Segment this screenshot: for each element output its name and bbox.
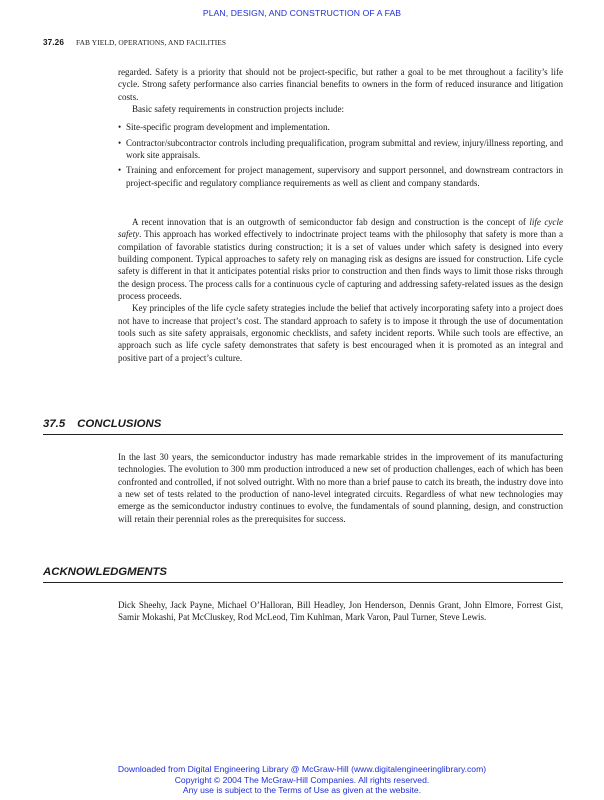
footer-download-link[interactable]: Downloaded from Digital Engineering Library @ McGraw-Hill (www.digitalengineeringlibrary.com) [117,764,487,774]
conclusions-block [118,451,563,525]
safety-requirements-lead-in: Basic safety requirements in construction projects include: [132,104,345,115]
top-banner: PLAN, DESIGN, AND CONSTRUCTION OF A FAB [202,8,402,18]
conclusions-heading [43,418,563,435]
key-principles-paragraph: Key principles of the life cycle safety strategies include the belief that actively incorporating safety into a project does not have to increase that project’s cost. The standard approach to safety is to impose it through the use of documentation tools such as site safety appraisals, ergonomic checklists, and safety incident reports. While such tools are effective, an approach such as life cycle safety demonstrates that safety is best encouraged when it is promoted as an integral and positive part of a project’s culture. [118,303,563,363]
page-number: 37.26 [43,38,64,47]
footer [0,764,604,796]
section-title: CONCLUSIONS [77,418,162,430]
acknowledgments-names: Dick Sheehy, Jack Payne, Michael O’Halloran, Bill Headley, Jon Henderson, Dennis Grant, John Elmore, Forrest Gist, Samir Mokashi, Pat McCluskey, Rod McLeod, Tim Kuhlman, Mark Varon, Paul Turner, Steve Lewis. [118,600,563,623]
life-cycle-safety-term: life cycle safety [118,217,563,240]
footer-copyright: Copyright © 2004 The McGraw-Hill Companies. All rights reserved. [174,774,430,785]
bullet-icon: • [118,137,122,148]
intro-block [118,66,563,192]
life-cycle-block [118,216,563,364]
chapter-title: FAB YIELD, OPERATIONS, AND FACILITIES [75,38,227,47]
list-item: • Training and enforcement for project management, supervisory and support personnel, and downstream contractors in project-specific and regulatory compliance requirements as well as client and company standards. [118,165,563,188]
bullet-icon: • [118,122,122,133]
conclusions-paragraph: In the last 30 years, the semiconductor industry has made remarkable strides in the improvement of its manufacturing technologies. The evolution to 300 mm production introduced a new set of production challenges, each of which has been confronted and controlled, if not solved outright. With no more than a brief pause to catch its breath, the industry dove into a new set of tests related to the production of nano-level integrated circuits. Regardless of what new technologies may emerge as the semiconductor industry continues to evolve, the fundamentals of sound planning, design, and construction will retain their perennial roles as the prerequisites for success. [118,452,563,524]
bullet-icon: • [118,165,122,176]
footer-terms: Any use is subject to the Terms of Use as given at the website. [182,785,422,796]
section-number: 37.5 [43,418,66,430]
running-head [43,38,226,47]
section-title: ACKNOWLEDGMENTS [43,566,168,578]
list-item: • Contractor/subcontractor controls including prequalification, program submittal and review, injury/illness reporting, and work site appraisals. [118,137,563,161]
list-item: • Site-specific program development and implementation. [118,122,330,133]
intro-paragraph: regarded. Safety is a priority that should not be project-specific, but rather a goal to be met throughout a facility’s life cycle. Strong safety performance also carries financial benefits to owners in the form of reduced insurance and litigation costs. [118,67,563,102]
safety-requirements-list [118,121,563,189]
acknowledgments-block [118,599,563,624]
acknowledgments-heading [43,566,563,583]
life-cycle-paragraph: A recent innovation that is an outgrowth of semiconductor fab design and construction is the concept of life cycle safety. This approach has worked effectively to indoctrinate project teams with the philosophy that safety is more than a compilation of favorable statistics during construction; it is a set of values under which safety is designed into every building component. Typical approaches to safety rely on managing risk as designs are issued for construction. Life cycle safety is different in that it anticipates potential risks prior to construction and then finds ways to limit those risks through the design process. The process calls for a continuous cycle of capturing and addressing safety-related issues as the design process proceeds. [118,217,563,302]
